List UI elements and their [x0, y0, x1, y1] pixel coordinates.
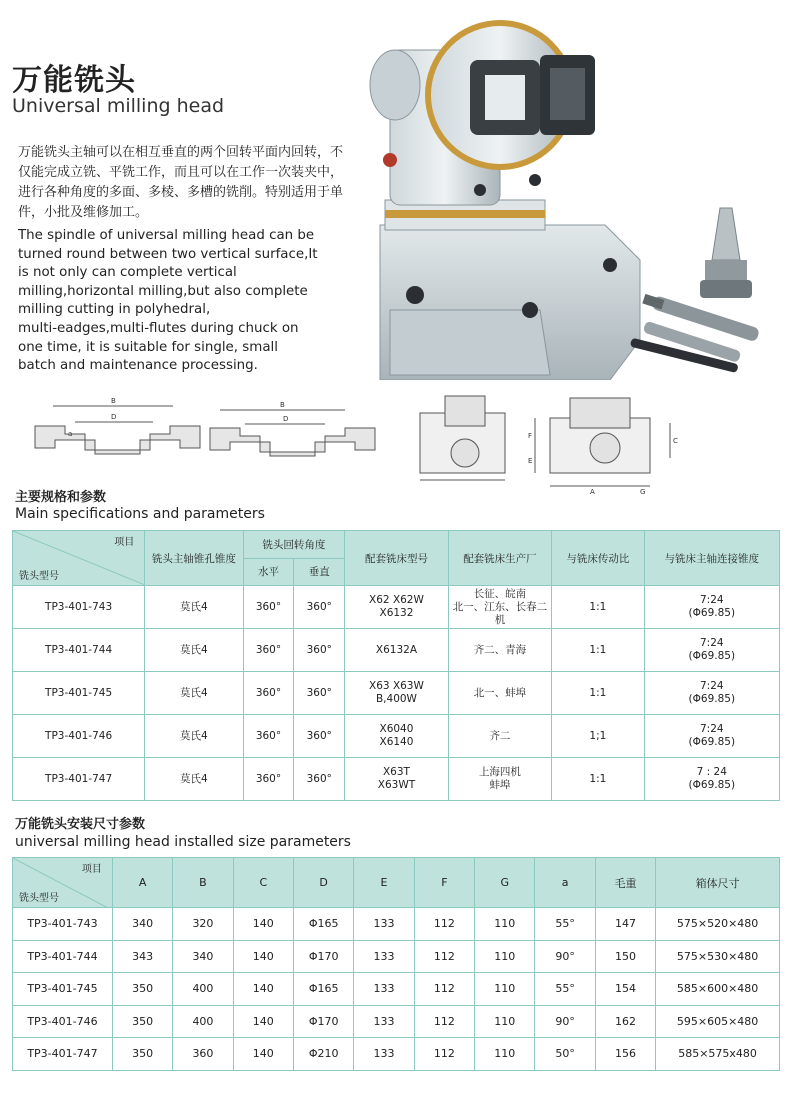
header-col: C — [233, 858, 293, 908]
cell-value: 156 — [595, 1038, 655, 1071]
cell-value: 595×605×480 — [656, 1005, 780, 1038]
header-ratio: 与铣床传动比 — [552, 531, 644, 586]
cell-value: Φ170 — [293, 1005, 353, 1038]
cell-model: TP3-401-746 — [13, 715, 145, 758]
cell-ratio: 1;1 — [552, 715, 644, 758]
corner-top-label: 项目 — [114, 537, 135, 548]
cell-ratio: 1:1 — [552, 586, 644, 629]
header-manufacturer: 配套铣床生产厂 — [448, 531, 551, 586]
cell-maker: 齐二 — [448, 715, 551, 758]
drawing-label-alpha: a — [68, 430, 73, 438]
description-en-line: milling cutting in polyhedral, — [18, 302, 211, 318]
cell-h: 360° — [243, 715, 294, 758]
cell-maker: 长征、皖南 北一、江东、长春二机 — [448, 586, 551, 629]
table-row — [13, 672, 780, 715]
cell-value: 400 — [173, 973, 233, 1006]
cell-conn: 7 : 24 (Φ69.85) — [644, 758, 779, 801]
drawing-label-c: C — [673, 437, 678, 445]
corner-header — [13, 858, 113, 908]
cell-maker: 上海四机 蚌埠 — [448, 758, 551, 801]
specs-title-en: Main specifications and parameters — [15, 506, 265, 522]
cell-value: 585×600×480 — [656, 973, 780, 1006]
cell-value: 133 — [354, 1005, 414, 1038]
cell-value: 133 — [354, 1038, 414, 1071]
cell-value: 110 — [475, 908, 535, 941]
cell-value: 140 — [233, 1038, 293, 1071]
cell-value: 140 — [233, 908, 293, 941]
cell-taper: 莫氏4 — [145, 758, 243, 801]
cell-value: 575×520×480 — [656, 908, 780, 941]
table-row — [13, 1038, 780, 1071]
header-col: 箱体尺寸 — [656, 858, 780, 908]
cell-value: 110 — [475, 940, 535, 973]
cell-value: 320 — [173, 908, 233, 941]
cell-model: TP3-401-745 — [13, 973, 113, 1006]
cell-taper: 莫氏4 — [145, 629, 243, 672]
cell-model: TP3-401-743 — [13, 586, 145, 629]
technical-drawings — [25, 388, 705, 500]
cell-value: 154 — [595, 973, 655, 1006]
cell-value: 350 — [112, 973, 172, 1006]
cell-conn: 7:24 (Φ69.85) — [644, 629, 779, 672]
cell-conn: 7:24 (Φ69.85) — [644, 672, 779, 715]
table-row — [13, 758, 780, 801]
header-col: B — [173, 858, 233, 908]
cell-value: 340 — [112, 908, 172, 941]
cell-value: 162 — [595, 1005, 655, 1038]
accessory-tools-photo — [620, 200, 790, 390]
description-en — [18, 227, 333, 376]
corner-header — [13, 531, 145, 586]
corner-top-label: 项目 — [81, 864, 102, 875]
cell-conn: 7:24 (Φ69.85) — [644, 586, 779, 629]
cell-value: Φ165 — [293, 908, 353, 941]
header-col: 毛重 — [595, 858, 655, 908]
cell-h: 360° — [243, 758, 294, 801]
cell-v: 360° — [294, 586, 345, 629]
drawing-label-b: B — [280, 401, 285, 409]
cell-value: 110 — [475, 1038, 535, 1071]
cell-value: Φ210 — [293, 1038, 353, 1071]
cell-model: TP3-401-746 — [13, 1005, 113, 1038]
header-connection: 与铣床主轴连接锥度 — [644, 531, 779, 586]
install-table — [12, 857, 780, 1071]
drawing-label-b: B — [111, 397, 116, 405]
drawing-label-a: A — [590, 488, 595, 496]
cell-value: 140 — [233, 1005, 293, 1038]
specs-table — [12, 530, 780, 801]
cell-value: Φ170 — [293, 940, 353, 973]
cell-value: 133 — [354, 908, 414, 941]
cell-machine: X6040 X6140 — [345, 715, 449, 758]
header-horizontal: 水平 — [243, 558, 294, 586]
cell-v: 360° — [294, 629, 345, 672]
cell-model: TP3-401-744 — [13, 940, 113, 973]
cell-taper: 莫氏4 — [145, 586, 243, 629]
cell-value: 350 — [112, 1038, 172, 1071]
cell-value: 150 — [595, 940, 655, 973]
cell-value: 55° — [535, 908, 595, 941]
header-col: F — [414, 858, 474, 908]
cell-ratio: 1:1 — [552, 758, 644, 801]
description-en-line: one time, it is suitable for single, small — [18, 339, 278, 355]
cell-h: 360° — [243, 586, 294, 629]
description-en-line: The spindle of universal milling head can be — [18, 228, 315, 243]
page-subtitle: Universal milling head — [12, 95, 225, 117]
cell-model: TP3-401-744 — [13, 629, 145, 672]
cell-model: TP3-401-747 — [13, 1038, 113, 1071]
cell-value: 340 — [173, 940, 233, 973]
cell-value: 140 — [233, 973, 293, 1006]
corner-bottom-label: 铣头型号 — [19, 893, 59, 904]
table-row — [13, 940, 780, 973]
cell-value: 110 — [475, 1005, 535, 1038]
header-taper: 铣头主轴锥孔锥度 — [145, 531, 243, 586]
cell-taper: 莫氏4 — [145, 715, 243, 758]
install-title-cn: 万能铣头安装尺寸参数 — [15, 817, 146, 832]
cell-value: 133 — [354, 940, 414, 973]
table-row — [13, 1005, 780, 1038]
cell-value: Φ165 — [293, 973, 353, 1006]
cell-value: 350 — [112, 1005, 172, 1038]
table-row — [13, 586, 780, 629]
cell-model: TP3-401-743 — [13, 908, 113, 941]
cell-value: 133 — [354, 973, 414, 1006]
cell-value: 112 — [414, 1038, 474, 1071]
drawing-label-g: G — [640, 488, 646, 496]
cell-value: 50° — [535, 1038, 595, 1071]
cell-value: 400 — [173, 1005, 233, 1038]
page-title: 万能铣头 — [12, 63, 136, 98]
drawing-label-d: D — [111, 413, 117, 421]
cell-value: 112 — [414, 908, 474, 941]
cell-v: 360° — [294, 672, 345, 715]
cell-value: 55° — [535, 973, 595, 1006]
cell-h: 360° — [243, 629, 294, 672]
cell-value: 112 — [414, 1005, 474, 1038]
header-col: A — [112, 858, 172, 908]
drawing-label-f: F — [528, 432, 533, 440]
cell-value: 112 — [414, 973, 474, 1006]
cell-machine: X63 X63W B,400W — [345, 672, 449, 715]
cell-v: 360° — [294, 758, 345, 801]
cell-machine: X62 X62W X6132 — [345, 586, 449, 629]
cell-value: 90° — [535, 940, 595, 973]
description-en-line: is not only can complete vertical — [18, 265, 237, 281]
header-col: a — [535, 858, 595, 908]
table-row — [13, 908, 780, 941]
cell-value: 110 — [475, 973, 535, 1006]
cell-value: 360 — [173, 1038, 233, 1071]
install-title-en: universal milling head installed size parameters — [15, 834, 351, 850]
table-row — [13, 629, 780, 672]
table-row — [13, 973, 780, 1006]
cell-model: TP3-401-745 — [13, 672, 145, 715]
description-en-line: batch and maintenance processing. — [18, 358, 258, 374]
cell-ratio: 1:1 — [552, 629, 644, 672]
header-col: G — [475, 858, 535, 908]
cell-maker: 齐二、青海 — [448, 629, 551, 672]
cell-value: 112 — [414, 940, 474, 973]
cell-value: 343 — [112, 940, 172, 973]
drawing-label-e: E — [528, 457, 533, 465]
cell-value: 140 — [233, 940, 293, 973]
header-col: D — [293, 858, 353, 908]
specs-title-cn: 主要规格和参数 — [15, 490, 107, 505]
cell-machine: X6132A — [345, 629, 449, 672]
milling-head-photo — [360, 10, 660, 380]
table-row — [13, 715, 780, 758]
corner-bottom-label: 铣头型号 — [19, 571, 59, 582]
cell-value: 585×575x480 — [656, 1038, 780, 1071]
cell-ratio: 1:1 — [552, 672, 644, 715]
header-vertical: 垂直 — [294, 558, 345, 586]
description-en-line: turned round between two vertical surface,It — [18, 246, 318, 262]
description-en-line: multi-eadges,multi-flutes during chuck on — [18, 320, 299, 336]
cell-value: 90° — [535, 1005, 595, 1038]
cell-machine: X63T X63WT — [345, 758, 449, 801]
header-col: E — [354, 858, 414, 908]
cell-maker: 北一、蚌埠 — [448, 672, 551, 715]
cell-model: TP3-401-747 — [13, 758, 145, 801]
header-machine-model: 配套铣床型号 — [345, 531, 449, 586]
cell-v: 360° — [294, 715, 345, 758]
cell-h: 360° — [243, 672, 294, 715]
cell-conn: 7:24 (Φ69.85) — [644, 715, 779, 758]
description-en-line: milling,horizontal milling,but also complete — [18, 283, 308, 299]
cell-taper: 莫氏4 — [145, 672, 243, 715]
cell-value: 575×530×480 — [656, 940, 780, 973]
cell-value: 147 — [595, 908, 655, 941]
header-angle: 铣头回转角度 — [243, 531, 345, 559]
drawing-label-d: D — [283, 415, 289, 423]
description-cn: 万能铣头主轴可以在相互垂直的两个回转平面内回转，不仅能完成立铣、平铣工作，而且可以在工作一次装夹中，进行各种角度的多面、多棱、多槽的铣削。特别适用于单件，小批及维修加工。 — [18, 145, 344, 220]
